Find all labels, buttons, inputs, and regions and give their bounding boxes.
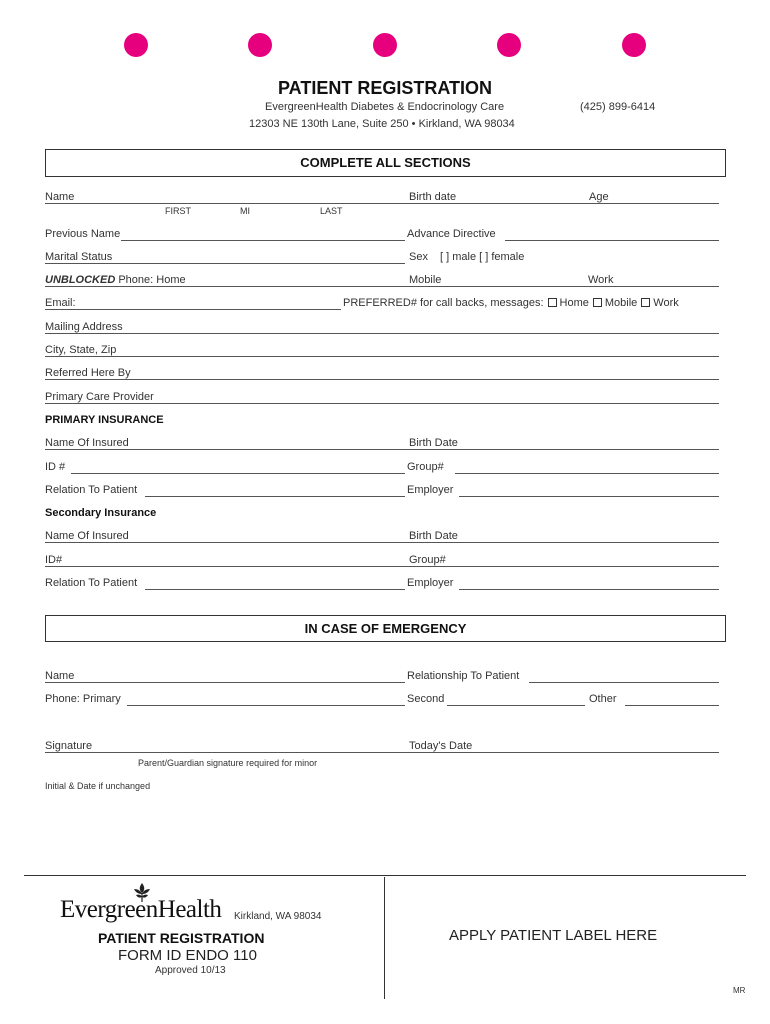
patient-label-area[interactable]: APPLY PATIENT LABEL HERE (449, 927, 658, 944)
secondary-birth-date-field[interactable] (461, 530, 719, 544)
previous-name-field[interactable] (121, 228, 405, 242)
row-primary-relation (45, 484, 719, 498)
primary-id-field[interactable] (71, 461, 405, 475)
secondary-employer-label: Employer (407, 577, 454, 589)
advance-directive-field[interactable] (505, 228, 719, 242)
secondary-relation-field[interactable] (145, 577, 405, 591)
page-title: PATIENT REGISTRATION (278, 78, 492, 98)
secondary-id-label: ID# (45, 554, 63, 566)
footer-form-title: PATIENT REGISTRATION (98, 930, 265, 946)
marital-status-field[interactable] (115, 251, 405, 265)
referred-by-label: Referred Here By (45, 367, 131, 379)
phone-home-label: UNBLOCKED Phone: Home (45, 274, 186, 286)
phone-home-field[interactable] (190, 274, 405, 288)
signature-label: Signature (45, 740, 93, 752)
primary-employer-label: Employer (407, 484, 454, 496)
phone-primary-label: Phone: Primary (45, 693, 121, 705)
section-header-complete-all: COMPLETE ALL SECTIONS (45, 149, 726, 177)
pink-dot (124, 33, 148, 57)
row-name (45, 191, 719, 205)
other-phone-label: Other (589, 693, 617, 705)
row-secondary-id (45, 554, 719, 568)
row-emergency-phone (45, 693, 719, 707)
row-secondary-relation (45, 577, 719, 591)
work-field[interactable] (619, 274, 719, 288)
mr-mark: MR (733, 986, 746, 995)
row-emergency-name (45, 670, 719, 684)
emergency-name-label: Name (45, 670, 75, 682)
relationship-label: Relationship To Patient (407, 670, 520, 682)
secondary-insured-label: Name Of Insured (45, 530, 129, 542)
primary-relation-label: Relation To Patient (45, 484, 138, 496)
email-field[interactable] (79, 297, 341, 311)
primary-group-label: Group# (407, 461, 444, 473)
birth-date-label: Birth date (409, 191, 457, 203)
todays-date-label: Today's Date (409, 740, 473, 752)
preferred-mobile-checkbox[interactable] (593, 298, 602, 307)
mobile-field[interactable] (445, 274, 585, 288)
footer-form-id: FORM ID ENDO 110 (118, 947, 257, 964)
emergency-name-field[interactable] (77, 670, 405, 684)
pink-dot (497, 33, 521, 57)
row-mailing-address (45, 321, 719, 335)
sex-options[interactable]: [ ] male [ ] female (440, 251, 525, 263)
birth-date-field[interactable] (459, 191, 585, 205)
row-primary-care (45, 391, 719, 405)
footer-divider (24, 875, 746, 876)
row-referred-by (45, 367, 719, 381)
phone-primary-field[interactable] (127, 693, 405, 707)
pink-dot (373, 33, 397, 57)
city-state-zip-field[interactable] (123, 344, 719, 358)
primary-insured-field[interactable] (133, 437, 405, 451)
mailing-address-field[interactable] (127, 321, 719, 335)
secondary-id-field[interactable] (67, 554, 405, 568)
secondary-relation-label: Relation To Patient (45, 577, 138, 589)
mailing-address-label: Mailing Address (45, 321, 123, 333)
guardian-note: Parent/Guardian signature required for minor (138, 758, 318, 768)
clinic-name: EvergreenHealth Diabetes & Endocrinology Care (265, 101, 505, 113)
secondary-insured-field[interactable] (133, 530, 405, 544)
relationship-field[interactable] (529, 670, 719, 684)
row-primary-id (45, 461, 719, 475)
name-label: Name (45, 191, 75, 203)
pink-dot (248, 33, 272, 57)
secondary-group-label: Group# (409, 554, 446, 566)
clinic-phone: (425) 899-6414 (580, 101, 656, 113)
first-label: FIRST (165, 206, 191, 216)
primary-id-label: ID # (45, 461, 66, 473)
primary-care-field[interactable] (159, 391, 719, 405)
secondary-insurance-heading: Secondary Insurance (45, 507, 157, 519)
row-marital-status (45, 251, 719, 265)
mi-label: MI (240, 206, 250, 216)
preferred-work-checkbox[interactable] (641, 298, 650, 307)
evergreenhealth-logo: EvergreenHealth (60, 896, 222, 923)
row-primary-insured (45, 437, 719, 451)
mobile-label: Mobile (409, 274, 442, 286)
city-state-zip-label: City, State, Zip (45, 344, 117, 356)
primary-birth-date-label: Birth Date (409, 437, 458, 449)
primary-birth-date-field[interactable] (461, 437, 719, 451)
last-label: LAST (320, 206, 343, 216)
todays-date-field[interactable] (475, 740, 719, 754)
clinic-address: 12303 NE 130th Lane, Suite 250 • Kirkland, WA 98034 (249, 118, 515, 130)
sex-label: Sex (409, 251, 428, 263)
initial-date-note: Initial & Date if unchanged (45, 781, 151, 791)
pink-dot (622, 33, 646, 57)
age-label: Age (589, 191, 609, 203)
preferred-home-checkbox[interactable] (548, 298, 557, 307)
marital-status-label: Marital Status (45, 251, 113, 263)
row-email (45, 297, 719, 311)
secondary-employer-field[interactable] (459, 577, 719, 591)
other-phone-field[interactable] (625, 693, 719, 707)
advance-directive-label: Advance Directive (407, 228, 496, 240)
primary-insured-label: Name Of Insured (45, 437, 129, 449)
secondary-group-field[interactable] (455, 554, 719, 568)
second-phone-field[interactable] (447, 693, 585, 707)
work-label: Work (588, 274, 614, 286)
footer-vertical-divider (384, 877, 385, 999)
name-field[interactable] (77, 191, 405, 205)
email-label: Email: (45, 297, 76, 309)
primary-insurance-heading: PRIMARY INSURANCE (45, 414, 164, 426)
previous-name-label: Previous Name (45, 228, 121, 240)
row-signature (45, 740, 719, 754)
row-phone (45, 274, 719, 288)
row-previous-name (45, 228, 719, 242)
primary-relation-field[interactable] (145, 484, 405, 498)
row-city-state-zip (45, 344, 719, 358)
referred-by-field[interactable] (135, 367, 719, 381)
footer-approved: Approved 10/13 (155, 965, 226, 976)
row-secondary-insured (45, 530, 719, 544)
preferred-label: PREFERRED# for call backs, messages: Home Mobile Work (343, 297, 679, 309)
age-field[interactable] (611, 191, 719, 205)
secondary-birth-date-label: Birth Date (409, 530, 458, 542)
primary-employer-field[interactable] (459, 484, 719, 498)
second-phone-label: Second (407, 693, 445, 705)
primary-care-label: Primary Care Provider (45, 391, 154, 403)
signature-field[interactable] (97, 740, 405, 754)
primary-group-field[interactable] (455, 461, 719, 475)
footer-location: Kirkland, WA 98034 (234, 911, 322, 922)
section-header-emergency: IN CASE OF EMERGENCY (45, 615, 726, 642)
